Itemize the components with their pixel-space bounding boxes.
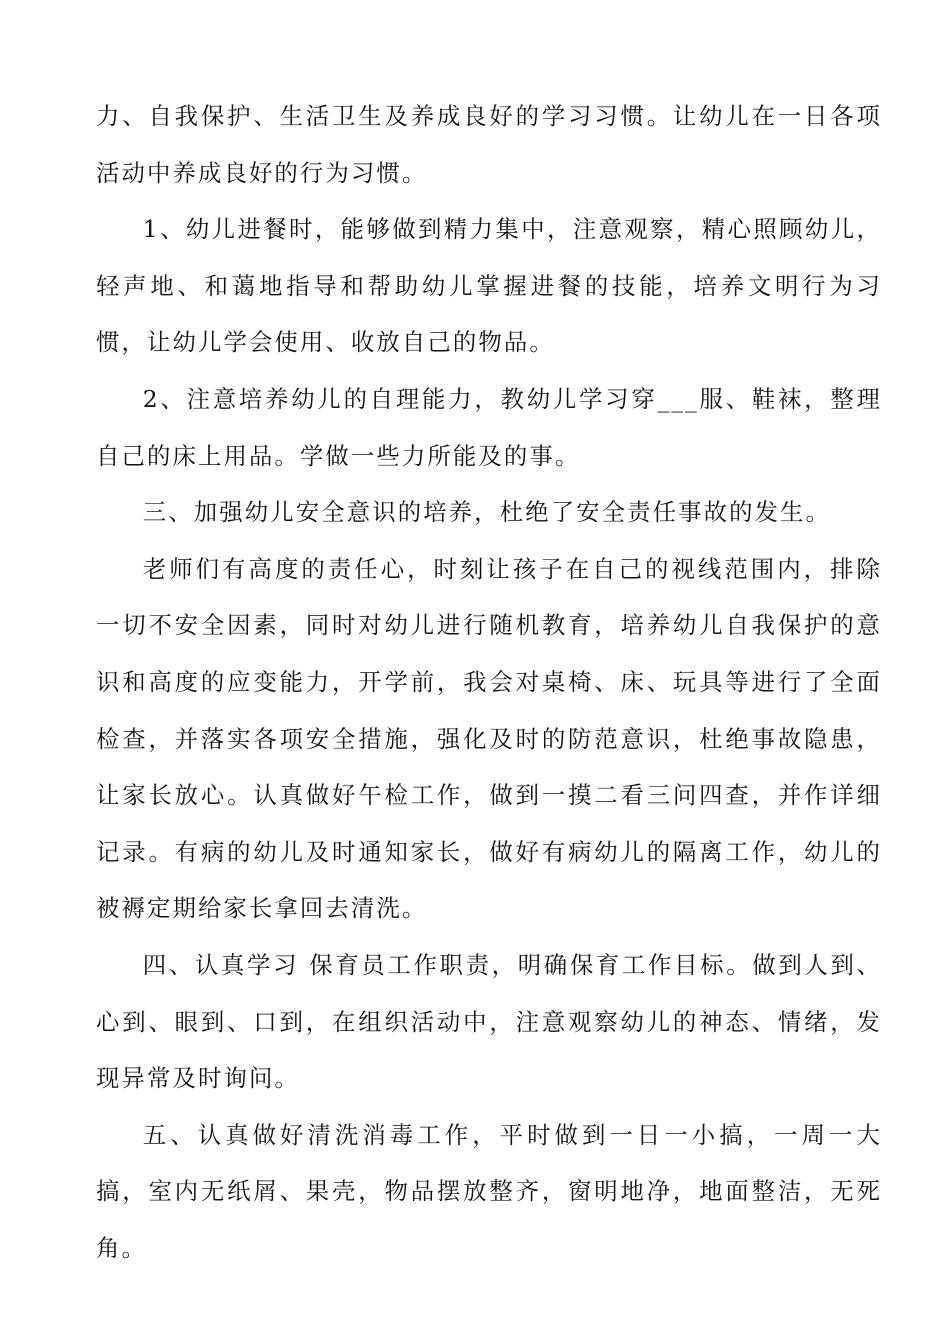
section-heading-disinfection: 五、认真做好清洗消毒工作，平时做到一日一小搞，一周一大搞，室内无纸屑、果壳，物品摆放整齐，窗明地净，地面整洁，无死角。: [96, 1120, 882, 1262]
paragraph-item-1-mealtime: 1、幼儿进餐时，能够做到精力集中，注意观察，精心照顾幼儿，轻声地、和蔼地指导和帮助幼儿掌握进餐的技能，培养文明行为习惯，让幼儿学会使用、收放自己的物品。: [96, 215, 882, 357]
paragraph-item-2-self-care: 2、注意培养幼儿的自理能力，教幼儿学习穿___服、鞋袜，整理自己的床上用品。学做一些力所能及的事。: [96, 384, 882, 470]
section-heading-duties: 四、认真学习 保育员工作职责，明确保育工作目标。做到人到、心到、眼到、口到，在组织活动中，注意观察幼儿的神态、情绪，发现异常及时询问。: [96, 950, 882, 1093]
document-body: [96, 88, 882, 1276]
paragraph-safety-details: 老师们有高度的责任心，时刻让孩子在自己的视线范围内，排除一切不安全因素，同时对幼儿进行随机教育，培养幼儿自我保护的意识和高度的应变能力，开学前，我会对桌椅、床、玩具等进行了全面检查，并落实各项安全措施，强化及时的防范意识，杜绝事故隐患，让家长放心。认真做好午检工作，做到一摸二看三问四查，并作详细记录。有病的幼儿及时通知家长，做好有病幼儿的隔离工作，幼儿的被褥定期给家长拿回去清洗。: [96, 554, 882, 923]
paragraph-habits-intro: 力、自我保护、生活卫生及养成良好的学习习惯。让幼儿在一日各项活动中养成良好的行为习惯。: [96, 102, 882, 187]
section-heading-safety: 三、加强幼儿安全意识的培养，杜绝了安全责任事故的发生。: [142, 498, 832, 527]
